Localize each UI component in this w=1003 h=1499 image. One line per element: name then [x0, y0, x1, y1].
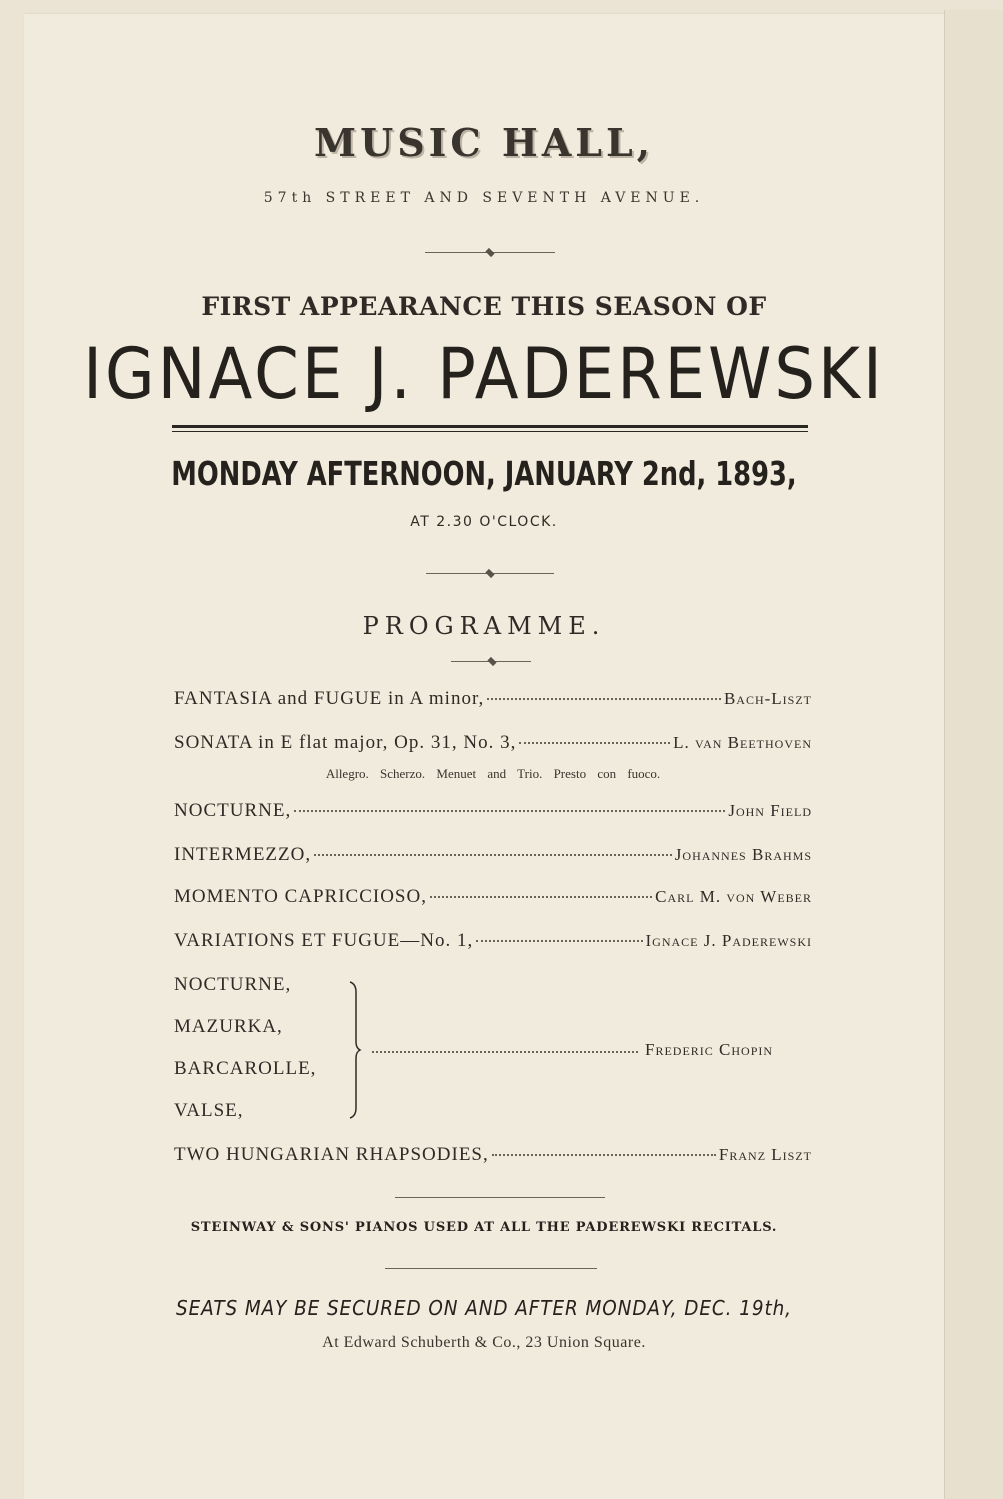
concert-date: MONDAY AFTERNOON, JANUARY 2nd, 1893, — [171, 454, 797, 493]
work-title: MOMENTO CAPRICCIOSO, — [174, 886, 427, 907]
composer-name: Ignace J. Paderewski — [645, 931, 812, 950]
piano-notice: STEINWAY & SONS' PIANOS USED AT ALL THE PADEREWSKI RECITALS. — [190, 1220, 778, 1235]
composer-name: Carl M. von Weber — [655, 887, 812, 906]
grouping-brace — [346, 980, 366, 1120]
dot-leader — [492, 1153, 716, 1156]
chopin-work: BARCAROLLE, — [174, 1058, 317, 1079]
first-appearance-heading: FIRST APPEARANCE THIS SEASON OF — [201, 292, 767, 321]
programme-item — [174, 732, 812, 758]
composer-name: Frederic Chopin — [645, 1040, 774, 1059]
work-title: INTERMEZZO, — [174, 844, 312, 865]
programme-heading: PROGRAMME. — [362, 612, 606, 640]
work-title: FANTASIA and FUGUE in A minor, — [174, 688, 485, 709]
dot-leader — [476, 939, 642, 942]
performer-name: IGNACE J. PADEREWSKI — [83, 334, 885, 416]
work-title: TWO HUNGARIAN RHAPSODIES, — [174, 1144, 489, 1165]
ticket-agent: At Edward Schuberth & Co., 23 Union Square. — [322, 1334, 646, 1351]
divider-line — [385, 1268, 597, 1269]
composer-name: Johannes Brahms — [674, 845, 812, 864]
programme-item — [174, 844, 812, 870]
adjacent-page-edge — [944, 10, 1003, 1499]
programme-item — [174, 800, 812, 826]
composer-name: Bach-Liszt — [723, 689, 812, 708]
chopin-work: VALSE, — [174, 1100, 244, 1121]
programme-item — [174, 1144, 812, 1170]
concert-time: AT 2.30 O'CLOCK. — [410, 514, 558, 530]
venue-address: 57th STREET AND SEVENTH AVENUE. — [263, 190, 705, 206]
programme-item — [174, 930, 812, 956]
venue-title: MUSIC HALL, — [314, 120, 654, 165]
dot-leader — [372, 1050, 638, 1053]
dot-leader — [430, 895, 652, 898]
work-title: NOCTURNE, — [174, 800, 292, 821]
composer-name: Franz Liszt — [718, 1145, 812, 1164]
dot-leader — [519, 741, 670, 744]
dot-leader — [294, 809, 725, 812]
dot-leader — [487, 697, 721, 700]
performer-underline-thin — [172, 431, 808, 432]
chopin-work: MAZURKA, — [174, 1016, 283, 1037]
composer-name: John Field — [728, 801, 812, 820]
performer-underline — [172, 425, 808, 428]
composer-name: L. van Beethoven — [673, 733, 812, 752]
dot-leader — [314, 853, 672, 856]
work-title: VARIATIONS ET FUGUE—No. 1, — [174, 930, 474, 951]
programme-item — [174, 688, 812, 714]
sonata-movements: Allegro. Scherzo. Menuet and Trio. Presto con fuoco. — [325, 766, 661, 781]
work-title: SONATA in E flat major, Op. 31, No. 3, — [174, 732, 517, 753]
divider-line — [395, 1197, 605, 1198]
seats-notice: SEATS MAY BE SECURED ON AND AFTER MONDAY, DEC. 19th, — [176, 1296, 792, 1320]
programme-item — [174, 886, 812, 912]
chopin-work: NOCTURNE, — [174, 974, 292, 995]
